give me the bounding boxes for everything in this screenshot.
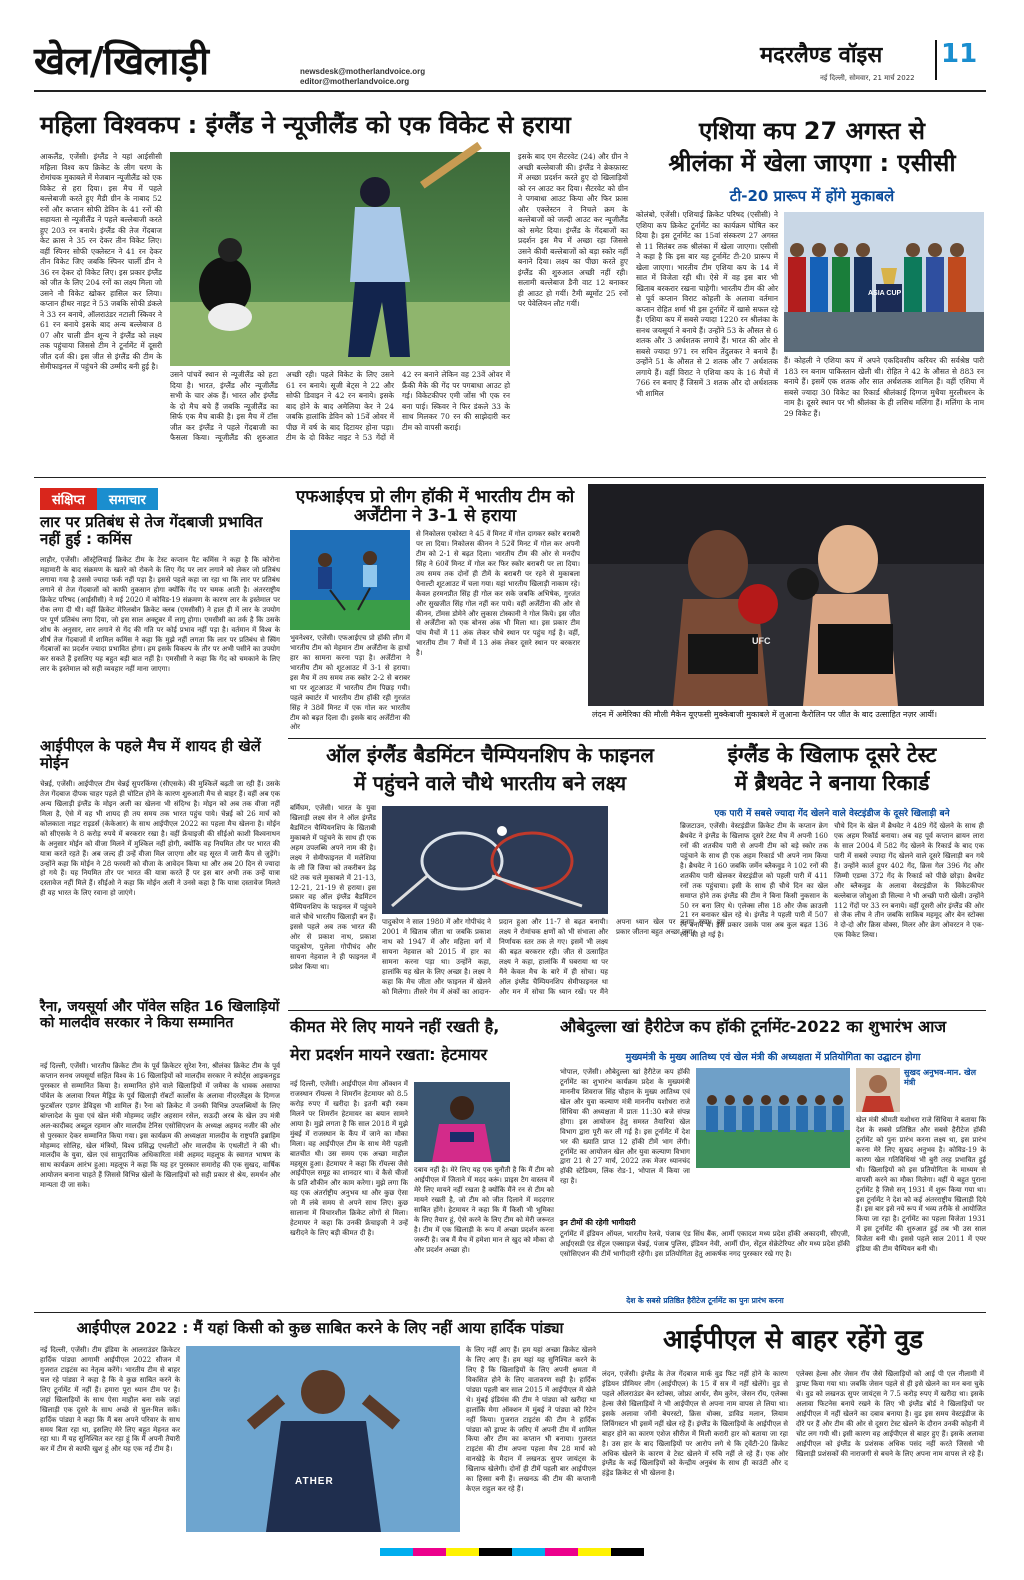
ufc-caption: लंदन में अमेरिका की मौली मैकेन यूएफसी मुक्केबाजी मुकाबले में लुआना कैरोलिन पर जीत के बाद उत्साहित नज़र आयीं। (592, 710, 938, 719)
a2-asia-cup-photo (784, 212, 984, 352)
test-subhead: एक पारी में सबसे ज्यादा गेंद खेलने वाले वेस्टइंडीज के दूसरे खिलाड़ी बने (714, 809, 950, 819)
obaid-left2-text: टूर्नामेंट में इंडियन ऑयल, भारतीय रेलवे, पंजाब एंड सिंध बैंक, आर्मी एकादश मध्य प्रदेश हॉकी अकादमी, सीएजी, आईएसडी एंड सेंट्रल एक्साइज चेन्नई, पंजाब पुलिस, इंडियन नेवी, आर्मी ग्रीन, सेंट्रल सेक्रेटेरियट और मध्य प्रदेश हॉकी एसोसिएशन की टीमें भागीदारी रहेंगी। इस प्रतियोगिता हेतु आकर्षक नगद पुरस्कार रखे गए है। (560, 1230, 850, 1258)
obaid-team-photo (696, 1068, 850, 1168)
email-editor[interactable]: editor@motherlandvoice.org (300, 77, 410, 87)
brief-text-2: चेन्नई, एजेंसी। आईपीएल टीम चेन्नई सुपरकिंग्स (सीएसके) की मुश्किलें बढ़ती जा रही हैं। उसके तेज गेंदबाज दीपक चाहर पहले ही चोटिल होने के कारण शुरुआती मैच से बाहर हैं। वहीं अब एक अन्य खिलाड़ी इंग्लैंड के मोइन अली का खेलना भी संदिग्ध है। मोइन को अब तक वीजा नहीं मिला है, ऐसे में वह भी शायद ही तय समय तक भारत पहुंच पाये। चेन्नई को 26 मार्च को कोलकाता नाइट राइडर्स (केकेआर) के साथ आईपीएल 2022 का पहला मैच खेलना है। मोईन को सीएसके ने 8 करोड़ रुपये में बरकरार रखा है। वहीं फ्रेंचाइजी की सीईओ काशी विश्वनाथन के अनुसार मोईन को वीजा मिलने में मुश्किल नहीं होगी, क्योंकि वह नियमित तौर पर भारत की यात्रा करते रहते हैं। अब जल्द ही उन्हें वीजा मिल जाएगा और वह सूरत में जारी कैंप से जुड़ेंगे। उन्होंने कहा कि मोईन ने 28 फरवरी को वीजा के आवेदन किया था और अब 20 दिन से ज्यादा हो गये हैं। यह नियमित तौर पर भारत की यात्रा करते हैं पर इस बार अभी तक उन्हें यात्रा दस्तावेज नहीं मिले हैं। सीईओ ने कहा कि मोईन अली ने उनसे कहा है कि यात्रा दस्तावेज मिलते ही वह भारत के लिए रवाना हो जाएंगे। (40, 780, 280, 898)
hetmyer-headline-1: कीमत मेरे लिए मायने नहीं रखती है, (290, 1017, 500, 1036)
a2-headline-2: श्रीलंका में खेला जाएगा : एसीसी (668, 149, 956, 177)
color-bar (380, 1548, 644, 1556)
badminton-headline-2: में पहुंचने वाले चौथे भारतीय बने लक्ष्य (353, 771, 627, 795)
wood-left-text: लंदन, एजेंसी। इंग्लैंड के तेज गेंदबाज मार्क वुड फिट नहीं होने के कारण इंडियन प्रीमियर लीग (आईपीएल) के 15 वें सत्र में नहीं खेलेंगे। वुड से पहले ऑलराउंडर बेन स्टोक्स, जोफ्रा आर्चर, सैम कुरेन, जेसन रॉय, एलेक्स हेल्स जैसे खिलाड़ियों ने भी आईपीएल से अपना नाम वापस ले लिया था। इसके अलावा जॉनी बेयरस्टो, क्रिस वोक्स, डाविड मलान, लियाम लिविंगस्टन भी इसमें नहीं खेल रहे हैं। इंग्लैंड के खिलाड़ियों के आईपीएल से बाहर होने का कारण एशेज सीरीज में मिली करारी हार को बताया जा रहा है। उस हार के बाद खिलाड़ियों पर आरोप लगे थे कि ट्वेंटी-20 क्रिकेट अधिक खेलने के कारण वे टेस्ट खेलने में रुचि नहीं ले रहे हैं। एक ओर इंग्लैंड के कई खिलाड़ियों को केन्द्रीय अनुबंध के साथ ही काउंटी और द हंड्रेड क्रिकेट से भी खेलना है। (602, 1370, 788, 1478)
test-headline-1: इंग्लैंड के खिलाफ दूसरे टेस्ट (727, 743, 937, 767)
hetmyer-headline-2: मेरा प्रदर्शन मायने रखता: हेटमायर (290, 1045, 488, 1064)
obaid-headline: औबेदुल्ला खां हैरीटेज कप हॉकी टूर्नामेंट-2022 का शुभारंभ आज (560, 1017, 947, 1036)
row-rule-4 (34, 1312, 986, 1313)
paper-name: मदरलैण्ड वॉइस (760, 43, 883, 68)
hockey-photo (290, 530, 410, 630)
badminton-photo (382, 806, 608, 914)
hockey-left-text: भुवनेश्वर, एजेंसी। एफआईएच प्रो हॉकी लीग में भारतीय टीम को मेहमान टीम अर्जेंटीना के हाथों हार का सामना करना पड़ा है। अर्जेंटीना ने भारतीय टीम को शूटआउट में 3-1 से हराया। इस मैच में तय समय तक स्कोर 2-2 से बराबर था पर शूटआउट में भारतीय टीम पिछड़ गयी। पहले क्वार्टर में भारतीय टीम हॉकी रही गुरजंत सिंह ने 38वें मिनट में एक गोल कर भारतीय टीम को बढ़त दिला दी। इसके बाद अर्जेंटीना की ओर (290, 634, 410, 732)
row-rule-1 (34, 477, 986, 478)
masthead-rule (34, 90, 986, 92)
page-number: 11 (941, 39, 978, 69)
dateline: नई दिल्ली, सोमवार, 21 मार्च 2022 (820, 74, 915, 82)
badminton-headline-1: ऑल इंग्लैंड बैडमिंटन चैम्पियनशिप के फाइनल (326, 743, 654, 767)
brief-tag-1: संक्षिप्त (40, 488, 97, 510)
brief-headline-1: लार पर प्रतिबंध से तेज गेंदबाजी प्रभावित नहीं हुई : कमिंस (40, 513, 263, 548)
hardik-headline: आईपीएल 2022 : मैं यहां किसी को कुछ साबित करने के लिए नहीं आया हार्दिक पांड्या (76, 1319, 564, 1337)
a2-photo-label: ASIA CUP (868, 290, 902, 297)
hardik-photo-label: ATHER (295, 1476, 334, 1487)
a1-left-text: आकलैंड, एजेंसी। इंग्लैंड ने यहां आईसीसी महिला विश्व कप क्रिकेट के लीग चरण के रोमांचक मुकाबले में मेजबान न्यूजीलैंड को एक विकेट से हरा दिया। इस मैच में पहले बल्लेबाजी करते हुए मैडी ग्रीन के नाबाद 52 रनों और कप्तान सोफी डेविन के 41 रनों की सहायता से न्यूजीलैंड ने पहले बल्लेबाजी करते हुए 203 रन बनाये। इंग्लैंड की तेज गेंदबाज केट क्रास ने 35 रन देकर तीन विकेट लिए। वहीं स्पिनर सोफी एक्लेस्टन ने 41 रन देकर तीन विकेट जिए जबकि स्पिनर चार्ली डीन ने 36 रन देकर दो विकेट लिए। इस प्रकार इंग्लैंड को जीत के लिए 204 रनों का लक्ष्य मिला जो उसने नौ विकेट खोकर हासिल कर लिया। कप्तान हीथर नाइट ने 53 जबकि सोफी डंकले ने 33 रन बनाये, ऑलराउंडर नटाली स्किवर ने 61 रन बनाये इसके बाद अन्य बल्लेबाज 8 07 और चाली डीन शून्य ने इंग्लैंड को लक्ष्य तक पहुंचाया जिससे टीम ने टूर्नामेंट में दूसरी जीत दर्ज की। इस जीत से इंग्लैंड की टीम के सेमीफाइनल में पहुंचने की उम्मीद बनी हुई है। (40, 152, 162, 372)
a1-photo-text: उसने पांचवें स्थान से न्यूजीलैंड को हटा दिया है। भारत, इंग्लैंड और न्यूजीलैंड सभी के चार अंक हैं। भारत और इंग्लैंड के दो मैच बचे हैं जबकि न्यूजीलैंड का सिर्फ एक मैच बाकी है। इस मैच में टॉस जीत कर इंग्लैंड ने पहले गेंदबाजी का फैसला किया। न्यूजीलैंड की शुरुआत अच्छी रही। पहले विकेट के लिए उसने 61 रन बनाये। सूजी बेट्स ने 22 और सोफी डिवाइन ने 42 रन बनाये। इसके बाद होने के बाद अमेलिया केर ने 24 जबकि हालांकि डेविन को 15वें ओवर में पीछ में वर्ष के बाद दिटायर होना पड़ा। टीम के दो विकेट नाइट ने 53 गेंदों में 42 रन बनाने लेकिन वह 23वें ओवर में फ्रैंकी मैके की गेंद पर पगबाधा आउट हो गई। विकेटकीपर एमी जोंस भी एक रन बना पाई। स्किवर ने फिर डंकले 33 के साथ मिलकर 70 रन की साझेदारी कर टीम को वापसी कराई। (170, 370, 510, 443)
test-headline-2: में ब्रैथवेट ने बनाया रिकार्ड (734, 771, 930, 795)
ufc-photo (588, 484, 984, 706)
brief-tag-2: समाचार (97, 488, 158, 510)
test-right-text: चौथे दिन के खेल में ब्रैथवेट ने 489 गेंदें खेलने के साथ ही एक अहम रिकॉर्ड बनाया। अब वह पूर्व कप्तान ब्रायन लारा के साल 2004 में 582 गेंद खेलने के रिकार्ड के बाद एक पारी में सबसे ज्यादा गेंद खेलने वाले दूसरे खिलाड़ी बन गये हैं। उन्होंने कार्ल हूपर 402 गेंद, क्रिस गेल 396 गेंद और जिम्मी एडम्स 372 गेंद के रिकार्ड को पीछे छोड़ा। ब्रैथवेट और ब्लैकवुड के अलावा वेस्टइंडीज के विकेटकीपर बल्लेबाज जोशुआ डी सिल्वा ने भी अच्छी पारी खेली। उन्होंने 112 गेंदों पर 33 रन बनाये। वहीं दूसरी ओर इंग्लैंड की ओर से जैक लीच ने तीन जबकि साकिब महमूद और बेन स्टोक्स ने दो-दो और क्रिस वोक्स, मिलर और क्रेग ओवरटन ने एक-एक विकेट लिया। (834, 822, 984, 940)
row-rule-2 (288, 738, 986, 739)
obaid-subhead: मुख्यमंत्री के मुख्य आतिथ्य एवं खेल मंत्री की अध्यक्षता में प्रतियोगिता का उद्घाटन होगा (625, 1052, 921, 1063)
obaid-left3: देश के सबसे प्रतिष्ठित हैरीटेज टूर्नामेंट का पुनः प्रारंभ करना (626, 1296, 784, 1305)
hardik-right-text: के लिए नहीं आए हैं। हम यहां अच्छा क्रिकेट खेलने के लिए आए हैं। हम यहां यह सुनिश्चित करने के लिए हैं कि खिलाड़ियों के लिए अपनी क्षमता में विकसित होने के लिए वातावरण सही है। हार्दिक पांड्या पहली बार साल 2015 में आईपीएल में खेले थे। मुंबई इंडियंस की टीम ने पांड्या को खरीदा था हालांकि मेगा ऑक्शन में मुंबई ने पांड्या को रिटेन नहीं किया। गुजरात टाइटंस की टीम ने हार्दिक पांड्या को ड्राफ्ट के जरिए में अपनी टीम में शामिल किया और टीम का कप्तान भी बनाया। गुजरात टाइटंस की टीम अपना पहला मैच 28 मार्च को वानखेड़े के मैदान में लखनऊ सुपर जायंट्स के खिलाफ खेलेगी। दोनों ही टीमें पहली बार आईपीएल का हिस्सा बनी हैं। लखनऊ की टीम की कप्तानी केएल राहुल कर रहे हैं। (466, 1346, 596, 1494)
hockey-right-text: से निकोलस एकोस्टा ने 45 वें मिनट में गोल दागकर स्कोर बराबरी पर ला दिया। निकोलस कीनन ने 52वें मिनट में गोल कर अपनी टीम को 2-1 से बढ़त दिला। भारतीय टीम की ओर से मनदीप सिंह ने 60वें मिनट में गोल कर फिर स्कोर बराबरी पर ला दिया। तय समय तक दोनों ही टीमें के बराबरी पर रहने से मुकाबला पेनाल्टी शूटआउट में चला गया। यहां भारतीय खिलाड़ी नाकाम रहे। केवल हरमनप्रीत सिंह ही गोल कर सके जबकि अभिषेक, गुरजंत और सुखजीत सिंह गोल नहीं कर पाये। वहीं अर्जेंटीना की ओर से कीनन, टॉमस डोमेने और लुकास टोस्कानी ने गोल किये। इस जीत से अर्जेंटीना को एक बोनस अंक भी मिला था। इस प्रकार टीम पांच मैचों में 11 अंक लेकर चौथे स्थान पर पहुंच गई है। वहीं, भारतीय टीम 7 मैचों में 13 अंक लेकर दूसरे स्थान पर बरकरार है। (416, 530, 580, 658)
a1-cricket-photo (170, 152, 510, 366)
section-title: खेल/खिलाड़ी (34, 39, 209, 83)
page-divider (935, 40, 937, 80)
obaid-right-head: सुखद अनुभव-मान. खेल मंत्री (904, 1068, 977, 1088)
hetmyer-left-text: नई दिल्ली, एजेंसी। आईपीएल मेगा ऑक्शन में राजस्थान रॉयल्स ने शिमरॉन हेटमायर को 8.5 करोड़ रुपए में खरीदा है। इतनी बड़ी रकम मिलने पर शिमरॉन हेटमायर का बयान सामने आया है। मुझे लगता है कि साल 2018 में मुझे मुंबई में राजस्थान के कैंप में जाने का मौका मिला। वह आईपीएल टीम के साथ मेरी पहली बातचीत थी। उस समय एक अच्छा माहौल महसूस हुआ। हेटमायर ने कहा कि रॉयल्स जैसे आईपीएल समूह का शानदार था। वे कैसे चीजों के प्रति शौकीन और काम करेगा। मुझे लगा कि यह एक अंतर्राष्ट्रीय अनुभव था और कुछ ऐसा जो मैं लंबे समय से अपने साथ लिए। कुछ सालाना में विचारशील क्रिकेट लोगों से मिला। हेटमायर ने कहा कि उनकी फ्रेंचाइजी ने उन्हें खरीदने के लिए बड़ी कीमत दी है। (290, 1080, 408, 1238)
obaid-subtitle: इन टीमों की रहेगी भागीदारी (560, 1218, 636, 1227)
hetmyer-right-text: दबाव नहीं है। मेरे लिए यह एक चुनौती है कि मैं टीम को आईपीएल में जिताने में मदद करूं। प्राइस टैग वास्तव में मेरे लिए मायने नहीं रखता है क्योंकि मैंने रन से टीम को मायने रखती है, जो टीम को जीत दिलाने में मददगार साबित होंगे। हेटमायर ने कहा कि मैं किसी भी भूमिका के लिए तैयार हूं, ऐसे करने के लिए टीम को मेरी जरूरत है। टीम में एक खिलाड़ी के रूप में अच्छा प्रदर्शन करना जरूरी है। जब मैं मैच में हमेशा मान ले खुद को मौका दो और प्रदर्शन अच्छा हो। (414, 1166, 554, 1254)
hardik-photo (186, 1346, 460, 1532)
hetmyer-photo (414, 1082, 510, 1162)
a2-subhead: टी-20 प्रारूप में होंगे मुकाबले (729, 187, 895, 205)
test-left-text: ब्रिजटाउन, एजेंसी। वेस्टइंडीज क्रिकेट टीम के कप्तान क्रेग ब्रैथवेट ने इंग्लैंड के खिलाफ दूसरे टेस्ट मैच में अपनी 160 रनों की शतकीय पारी से अपनी टीम को बड़े स्कोर तक पहुंचाने के साथ ही एक अहम रिकार्ड भी अपने नाम किया है। ब्रैथवेट ने 160 जबकि जर्मेन ब्लैकवुड ने 102 रनों की शतकीय पारी खेलकर वेस्टइंडीज को पहली पारी में 411 रनों तक पहुंचाया। इसी के साथ ही चौथे दिन का खेल समाप्त होने तक इंग्लैंड की टीम ने बिना किसी नुकसान के 50 रन बना लिए थे। एलेक्स लीस 18 और जैक क्राउली 21 रन बनाकर खेल रहे थे। इंग्लैंड ने पहली पारी में 507 रन बनाये थे। इस प्रकार उसके पास अब कुल बढ़त 136 रनों की हो गई है। (680, 822, 828, 940)
brief-text-3: नई दिल्ली, एजेंसी। भारतीय क्रिकेट टीम के पूर्व क्रिकेटर सुरेश रैना, श्रीलंका क्रिकेट टीम के पूर्व कप्तान सनथ जयसूर्या सहित विश्व के 16 खिलाड़ियों को मालदीव सरकार ने स्पोर्ट्स आइकनहुड पुरस्कार से सम्मानित किया है। सम्मानित होने वाले खिलाड़ियों में जमैका के धावक असाफा पॉवेल के अलावा रियल मैड्रिड के पूर्व खिलाड़ी रॉबर्टो कार्लोस के अलावा नीदरलैंड्स के दिग्गज फुटबॉलर एडगर डेविड्स भी शामिल हैं। रैना को क्रिकेट में उनकी विभिन्न उपलब्धियों के लिए बांग्लादेश के युवा एवं खेल मंत्री मोहम्मद जहीर अहसान रसेल, सऊदी अरब के खेल उप मंत्री अल-कादीबद अब्दुल रहमान और मालदीव टेनिस एसोसिएशन के अध्यक्ष अहमद नजीर की ओर से पुरस्कार देकर सम्मानित किया गया। इस कार्यक्रम की अध्यक्षता मालदीव के राष्ट्रपति इब्राहिम मोहम्मद सोलिह, खेल मंत्रियों, विश्व प्रसिद्ध एथलीटों और मालदीव के एथलीटों ने की थी। मालदीव के युवा, खेल एवं सामुदायिक अधिकारिता मंत्री अहमद महलूफ के स्वागत भाषण के साथ कार्यक्रम आरंभ हुआ। महलूफ ने कहा कि यह हर पुरस्कार समारोह की एक सुखद, वार्षिक आयोजन बनाना चाहते हैं जिससे विभिन्न खेलों के खिलाड़ियों को सही प्रकार से श्रेय, समर्थन और मान्यता दी जा सके। (40, 1062, 280, 1190)
masthead-emails (300, 67, 425, 88)
brief-headline-2: आईपीएल के पहले मैच में शायद ही खेलें मोईन (40, 737, 261, 772)
a2-headline-1: एशिया कप 27 अगस्त से (699, 117, 925, 145)
brief-text-1: लाहौर, एजेंसी। ऑस्ट्रेलियाई क्रिकेट टीम के टेस्ट कप्तान पैट कमिंस ने कहा है कि कोरोना महामारी के बाद संक्रमण के खतरे को रोकने के लिए गेंद पर लार लगाने को लेकर जो प्रतिबंध लगाया गया है उससे ज्यादा फर्क नहीं पड़ा है। इससे पहले कहा जा रहा था कि लार पर प्रतिबंध लगाने से तेज गेंदबाजों को काफी नुकसान होगा क्योंकि गेंद पर चमक आती है। अंतरराष्ट्रीय क्रिकेट परिषद (आईसीसी) ने मई 2020 में कोविड-19 संक्रमण के कारण लार के इस्तेमाल पर रोक लगा दी थी। वहीं क्रिकेट मेरिलबोन क्रिकेट क्लब (एमसीसी) ने हाल ही में लार के उपयोग पर पूर्ण प्रतिबंध लगा दिया, जो इस साल अक्टूबर में लागू होगा। एमसीसी का तर्क है कि उसके शोध के अनुसार, लार लगाने से गेंद की गति पर कोई प्रभाव नहीं पड़ा है। वर्तमान में विश्व के शीर्ष तेज गेंदबाजों में शामिल कमिंस ने कहा कि मुझे नहीं लगता कि लार पर प्रतिबंध से स्विंग गेंदबाजों का प्रदर्शन ज्यादा प्रभावित होगा। हम इसके विकल्प के तौर पर अभी पसीने का उपयोग कर सकते हैं इसलिए यह बहुत बड़ी बात नहीं है। एमसीसी ने कहा कि गेंद को चमकाने के लिए लार के इस्तेमाल को सही व्यवहार नहीं माना जाएगा। (40, 556, 280, 674)
brief-tag (40, 488, 158, 510)
badminton-left-text: बर्मिंघम, एजेंसी। भारत के युवा खिलाड़ी लक्ष्य सेन ने ऑल इंग्लैंड बैडमिंटन चैम्पियनशिप के खिताबी मुकाबले में पहुंचने के साथ ही एक अहम उपलब्धि अपने नाम की है। लक्ष्य ने सेमीफाइनल में मलेशिया के ली जि जिया को तकरीबन डेढ़ घंटे तक चले मुकाबले में 21-13, 12-21, 21-19 से हराया। इस प्रकार वह ऑल इंग्लैंड बैडमिंटन चैम्पियनशिप के फाइनल में पहुंचने वाले चौथे भारतीय खिलाड़ी बन हैं। इससे पहले अब तक भारत की ओर से प्रकाश नाथ, प्रकाश पादुकोण, पुलेला गोपीचंद और सायना नेहवाल ने ही फाइनल में प्रवेश किया था। (290, 804, 376, 971)
wood-right-text: एलेक्स हेल्स और जेसन रॉय जैसे खिलाड़ियों को आई पी एल नीलामी में ड्राफ्ट किया गया था। जबकि जेसन पहले से ही इसे खेलने का मन बना चुके थे। वुड को लखनऊ सुपर जायंट्स ने 7.5 करोड़ रुपए में खरीदा था। इसके अलावा फिटनेस बनाये रखने के लिए भी इंग्लैंड बोर्ड ने खिलाड़ियों पर आईपीएल में नहीं खेलने का दबाव बनाया है। वुड इस समय वेस्टइंडीज के दौरे पर हैं और टीम की ओर से दूसरा टेस्ट खेलने के दौरान उनकी कोहनी में चोट लग गयी थी। इसी कारण वह आईपीएल से बाहर हुए हैं। इसके अलावा आईपीएल को इंग्लैंड के प्रशंसक अधिक पसंद नहीं करते जिससे भी खिलाड़ी प्रशंसकों की नाराजगी से बचने के लिए अपना नाम वापस ले रहे हैं। (796, 1370, 984, 1458)
hardik-left-text: नई दिल्ली, एजेंसी। टीम इंडिया के आलराउंडर क्रिकेटर हार्दिक पांड्या आगामी आईपीएल 2022 सीजन में गुजरात टाइटंस का नेतृत्व करेंगे। भारतीय टीम से बाहर चल रहे पांड्या ने कहा है कि वे कुछ साबित करने के लिए टूर्नामेंट में नहीं हैं। हमारा पूरा ध्यान टीम पर है। जहां खिलाड़ियों के साथ ऐसा माहौल बना सके जहां खिलाड़ी एक दूसरे के साथ अच्छे से घुल-मिल सकें। हार्दिक पांड्या ने कहा कि मैं बस अपने परिवार के साथ समय बिता रहा था, इसलिए मेरे लिए बहुत मेहनत कर रहा था। मैं यह सुनिश्चित कर रहा हूं कि मैं अपनी तैयारी कर में टीम से काफी खुश हूं और यह एक नई टीम है। (40, 1346, 180, 1454)
obaid-minister-photo (856, 1068, 900, 1112)
wood-headline: आईपीएल से बाहर रहेंगे वुड (662, 1325, 924, 1355)
hockey-headline: एफआईएच प्रो लीग हॉकी में भारतीय टीम को अर्जेंटीना ने 3-1 से हराया (295, 487, 575, 527)
obaid-left-text: भोपाल, एजेंसी। औबेदुल्ला खां हैरीटेज कप हॉकी टूर्नामेंट का शुभारंभ कार्यक्रम प्रदेश के मुख्यमंत्री माननीय शिवराज सिंह चौहान के मुख्य आतिथ्य एवं खेल और युवा कल्याण मंत्री माननीय यशोधरा राजे सिंधिया की अध्यक्षता में प्रातः 11:30 बजे संपन्न होगा। इस आयोजन हेतु समस्त तैयारियां खेल विभाग द्वारा पूरी कर ली गई है। इस टूर्नामेंट में देश भर की ख्याति प्राप्त 12 हॉकी टीमें भाग लेंगी। टूर्नामेंट का आयोजन खेल और युवा कल्याण विभाग द्वारा 21 से 27 मार्च, 2022 तक मेजर ध्यानचंद हॉकी स्टेडियम, लिंक रोड-1, भोपाल में किया जा रहा है। (560, 1068, 690, 1186)
obaid-right-text: खेल मंत्री श्रीमती यशोधरा राजे सिंधिया ने बताया कि देश के सबसे प्रतिष्ठित और सबसे हैरीटेज हॉकी टूर्नामेंट को पुनः प्रारंभ करना लक्ष्य था, इस प्रारंभ करना मेरे लिए सुखद अनुभव है। कोविड-19 के कारण खेल गतिविधियां भी बुरी तरह प्रभावित हुई थी। खिलाड़ियों को इस प्रतियोगिता के माध्यम से वापसी करने का मौका मिलेगा। वहीं ये बहुत पुराना टूर्नामेंट है जिसे सन् 1931 में शुरू किया गया था। इस टूर्नामेंट ने देश को कई अंतरराष्ट्रीय खिलाड़ी दिये हैं। इस बार इसे नये रूप में भव्य तरीके से आयोजित किया जा रहा है। टूर्नामेंट का पहला विजेता 1931 में इस टूर्नामेंट की शुरुआत हुई तब भी उस साल विजेता बनी थी। इससे पहले साल 2011 में एयर इंडिया की टीम चैम्पियन बनी थी। (856, 1116, 986, 1254)
row-rule-3 (288, 1010, 986, 1011)
a2-left-text: कोलंबो, एजेंसी। एशियाई क्रिकेट परिषद (एसीसी) ने एशिया कप क्रिकेट टूर्नामेंट का कार्यक्रम घोषित कर दिया है। इस टूर्नामेंट का 15वां संस्करण 27 अगस्त से 11 सितंबर तक श्रीलंका में खेला जाएगा। एसीसी ने कहा है कि इस बार यह टूर्नामेंट टी-20 प्रारूप में खेला जाएगा। भारतीय टीम एशिया कप के 14 में सात में विजेता रही थी। ऐसे में वह इस बार भी खिताब बरकरार रखना चाहेगी। भारतीय टीम की ओर से पूर्व कप्तान विराट कोहली के अलावा वर्तमान कप्तान रोहित शर्मा भी इस टूर्नामेंट में खासे सफल रहे हैं। एशिया कप में सबसे ज्यादा 1220 रन श्रीलंका के सनथ जयसूर्या ने बनाये हैं। उन्होंने 53 के औसत से 6 शतक और 3 अर्धशतक लगाये हैं। भारत की ओर से सबसे ज्यादा 971 रन सचिन तेंदुलकर ने बनाये हैं। उन्होंने 51 के औसत से 2 शतक और 7 अर्धशतक लगाये हैं। वहीं विराट ने एशिया कप के 16 मैचों में 766 रन बनाए हैं जिसमें 3 शतक और दो अर्धशतक भी शामिल (636, 210, 778, 398)
a1-headline: महिला विश्वकप : इंग्लैंड ने न्यूजीलैंड को एक विकेट से हराया (40, 111, 571, 139)
a2-right-text: हैं। कोहली ने एशिया कप में अपने एकदिवसीय करियर की सर्वश्रेष्ठ पारी 183 रन बनाम पाकिस्तान खेली थी। रोहित ने 42 के औसत से 883 रन बनाये हैं। इसमें एक शतक और सात अर्धशतक शामिल हैं। वहीं एशिया में सबसे ज्यादा 30 विकेट का रिकार्ड श्रीलंकाई दिग्गज मुथैया मुरलीधरन के नाम है। दूसरे स्थान पर भी श्रीलंका के ही लसिथ मलिंगा हैं। मलिंगा के नाम 29 विकेट हैं। (784, 356, 984, 418)
ufc-mark: UFC (752, 636, 771, 646)
brief-headline-3: रैना, जयसूर्या और पॉवेल सहित 16 खिलाड़ियों को मालदीव सरकार ने किया सम्मानित (40, 999, 280, 1031)
badminton-mid-text: पादुकोण ने साल 1980 में और गोपीचंद ने 2001 में खिताब जीता था जबकि प्रकाश नाथ को 1947 में और महिला वर्ग में सायना नेहवाल को 2015 में हार का सामना करना पड़ा था। उन्होंने कहा, हालांकि यह खेल के लिए अच्छा है। लक्ष्य ने कहा कि मैच जीता और फाइनल में खेलने को मिलेगा। तीसरे गेम में अंकों का आदान-प्रदान हुआ और 11-7 से बढ़त बनायी। लक्ष्य ने रोमांचक क्षणों को भी संभाला और निर्णायक स्तर तक ले गए। इसमें भी लक्ष्य की बढ़त बरकरार रही। जीत से उत्साहित लक्ष्य ने कहा, हालांकि मैं घबराया था पर मैंने केवल मैच के बारे में ही सोचा। यह ऑल इंग्लैंड चैम्पियनशिप सेमीफाइनल था और मन में सोचा कि ध्यान रखें। पर मैंने अपना ध्यान खेल पर बनाए रखा। इस प्रकार जीतना बहुत अच्छा लगा। (382, 918, 725, 996)
a1-right-text: इसके बाद एम सैटरवेट (24) और ग्रीन ने अच्छी बल्लेबाजी की। इंग्लैंड ने ब्रेकफ़ास्ट में अच्छा प्रदर्शन करते हुए दो खिलाड़ियों को रन आउट कर दिया। सैटरवेट को ग्रीन ने पगबाधा आउट किया और फिर फ्रास और एक्लेस्टन ने निचले क्रम के बल्लेबाजों को जल्दी आउट कर न्यूजीलैंड को समेट दिया। इंग्लैंड के गेंदबाजों का प्रदर्शन इस मैच में अच्छा रहा जिससे उसने कीवी बल्लेबाजों को बड़ा स्कोर नहीं बनाने दिया। लक्ष्य का पीछा करते हुए इंग्लैंड की शुरुआत अच्छी नहीं रही। सलामी बल्लेबाज डैनी वाट 12 बनाकर ही आउट हो गयीं। टैमी ब्यूमोंट 25 रनों पर पेवेलियन लौट गयीं। (518, 152, 628, 309)
email-newsdesk[interactable]: newsdesk@motherlandvoice.org (300, 67, 426, 76)
